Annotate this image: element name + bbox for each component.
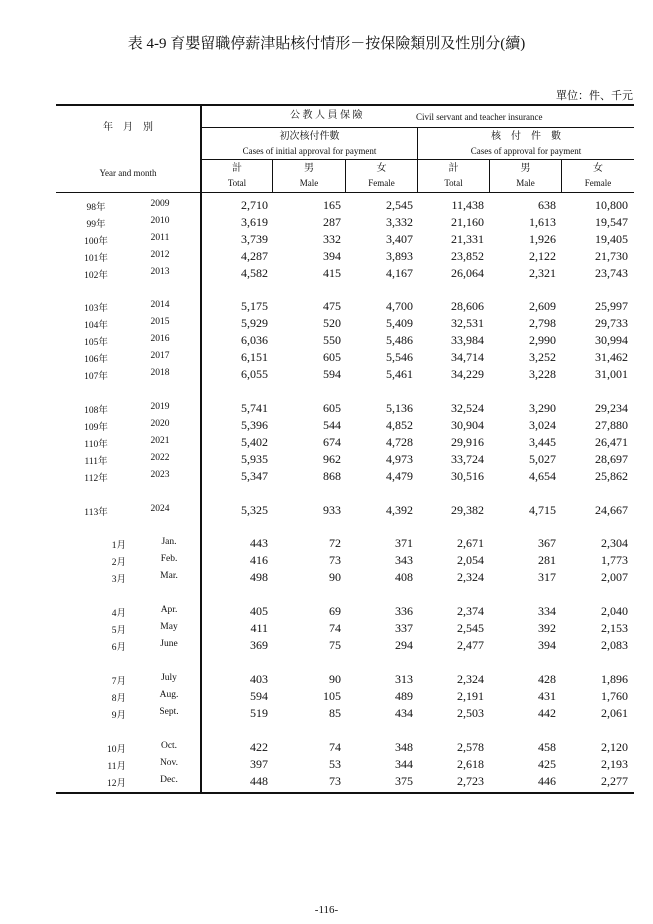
table-bottom-rule	[56, 792, 634, 794]
table-cell: 337	[395, 621, 413, 635]
year-label-zh: 100年	[84, 237, 108, 247]
table-cell: 2,545	[457, 621, 484, 635]
table-cell: 425	[538, 757, 556, 771]
page-number: -116-	[314, 904, 339, 916]
table-cell: 30,516	[451, 469, 484, 483]
table-cell: 287	[323, 215, 341, 229]
table-cell: 411	[250, 621, 268, 635]
table-cell: 105	[323, 689, 341, 703]
year-label-zh: 110年	[84, 440, 108, 450]
table-cell: 403	[250, 672, 268, 686]
table-cell: 10,800	[595, 198, 628, 212]
table-cell: 23,852	[451, 249, 484, 263]
table-cell: 2,503	[457, 706, 484, 720]
table-cell: 334	[538, 604, 556, 618]
year-label-en: 2017	[150, 351, 170, 361]
table-cell: 458	[538, 740, 556, 754]
table-cell: 2,153	[601, 621, 628, 635]
year-label-en: 2014	[150, 300, 170, 310]
year-label-en: 2013	[150, 267, 170, 277]
table-cell: 431	[538, 689, 556, 703]
table-cell: 605	[323, 350, 341, 364]
table-cell: 33,984	[451, 333, 484, 347]
table-cell: 638	[538, 198, 556, 212]
table-cell: 6,055	[241, 367, 268, 381]
year-label-en: 2016	[150, 334, 170, 344]
table-cell: 519	[250, 706, 268, 720]
sub1-header-zh: 初次核付件數	[279, 131, 340, 142]
table-cell: 3,619	[241, 215, 268, 229]
table-cell: 336	[395, 604, 413, 618]
table-cell: 2,277	[601, 774, 628, 788]
table-top-rule	[56, 104, 634, 106]
table-cell: 392	[538, 621, 556, 635]
table-cell: 3,893	[386, 249, 413, 263]
table-cell: 343	[395, 553, 413, 567]
group-header-en: Civil servant and teacher insurance	[416, 112, 543, 122]
table-cell: 29,382	[451, 503, 484, 517]
table-cell: 21,730	[595, 249, 628, 263]
month-label-zh: 1月	[111, 541, 126, 551]
col-header-en: Total	[227, 178, 247, 188]
table-cell: 69	[329, 604, 341, 618]
table-cell: 90	[329, 672, 341, 686]
year-label-zh: 107年	[84, 372, 108, 382]
table-cell: 34,714	[451, 350, 484, 364]
table-cell: 5,136	[386, 401, 413, 415]
year-label-zh: 112年	[84, 474, 108, 484]
col-header-en: Male	[299, 178, 319, 188]
table-cell: 4,654	[529, 469, 556, 483]
table-cell: 5,402	[241, 435, 268, 449]
table-cell: 408	[395, 570, 413, 584]
table-cell: 6,036	[241, 333, 268, 347]
table-cell: 3,445	[529, 435, 556, 449]
table-cell: 550	[323, 333, 341, 347]
table-cell: 442	[538, 706, 556, 720]
table-cell: 90	[329, 570, 341, 584]
table-cell: 32,524	[451, 401, 484, 415]
table-cell: 443	[250, 536, 268, 550]
table-cell: 2,990	[529, 333, 556, 347]
year-label-zh: 102年	[84, 271, 108, 281]
table-cell: 448	[250, 774, 268, 788]
table-cell: 313	[395, 672, 413, 686]
table-cell: 348	[395, 740, 413, 754]
year-label-zh: 106年	[84, 355, 108, 365]
table-cell: 25,997	[595, 299, 628, 313]
month-label-zh: 12月	[106, 779, 126, 789]
month-label-zh: 7月	[111, 677, 126, 687]
table-cell: 73	[329, 553, 341, 567]
table-cell: 367	[538, 536, 556, 550]
table-cell: 4,715	[529, 503, 556, 517]
month-label-en: Oct.	[160, 741, 178, 751]
table-cell: 2,324	[457, 570, 484, 584]
table-cell: 2,723	[457, 774, 484, 788]
table-cell: 2,798	[529, 316, 556, 330]
table-cell: 25,862	[595, 469, 628, 483]
table-cell: 27,880	[595, 418, 628, 432]
table-cell: 2,122	[529, 249, 556, 263]
col-header-zh: 計	[232, 163, 242, 174]
table-cell: 2,321	[529, 266, 556, 280]
unit-label: 單位：件、千元	[556, 90, 633, 102]
month-label-en: Jan.	[161, 537, 177, 547]
table-cell: 19,547	[595, 215, 628, 229]
table-cell: 4,728	[386, 435, 413, 449]
table-cell: 520	[323, 316, 341, 330]
table-cell: 544	[323, 418, 341, 432]
table-cell: 32,531	[451, 316, 484, 330]
table-cell: 31,001	[595, 367, 628, 381]
table-cell: 4,287	[241, 249, 268, 263]
table-cell: 605	[323, 401, 341, 415]
table-cell: 5,546	[386, 350, 413, 364]
table-cell: 2,120	[601, 740, 628, 754]
col-header-en: Male	[516, 178, 535, 188]
table-cell: 24,667	[595, 503, 628, 517]
table-cell: 33,724	[451, 452, 484, 466]
month-label-zh: 3月	[111, 575, 126, 585]
table-cell: 3,252	[529, 350, 556, 364]
year-label-en: 2018	[150, 368, 170, 378]
table-cell: 434	[395, 706, 413, 720]
table-cell: 73	[329, 774, 341, 788]
table-cell: 5,409	[386, 316, 413, 330]
table-cell: 332	[323, 232, 341, 246]
table-cell: 375	[395, 774, 413, 788]
table-cell: 2,618	[457, 757, 484, 771]
year-label-zh: 105年	[84, 338, 108, 348]
table-cell: 2,007	[601, 570, 628, 584]
table-cell: 2,083	[601, 638, 628, 652]
table-cell: 2,609	[529, 299, 556, 313]
table-cell: 72	[329, 536, 341, 550]
table-cell: 317	[538, 570, 556, 584]
month-label-zh: 11月	[107, 762, 126, 772]
table-cell: 4,852	[386, 418, 413, 432]
year-label-zh: 98年	[86, 203, 106, 213]
table-cell: 74	[329, 740, 341, 754]
table-cell: 28,606	[451, 299, 484, 313]
table-cell: 5,027	[529, 452, 556, 466]
header-rule-1	[202, 127, 634, 128]
table-cell: 28,697	[595, 452, 628, 466]
table-cell: 1,896	[601, 672, 628, 686]
year-label-zh: 109年	[84, 423, 108, 433]
table-cell: 394	[323, 249, 341, 263]
month-label-en: Mar.	[160, 571, 178, 581]
table-cell: 2,304	[601, 536, 628, 550]
table-cell: 1,773	[601, 553, 628, 567]
table-cell: 29,733	[595, 316, 628, 330]
year-label-zh: 111年	[84, 457, 108, 467]
table-cell: 281	[538, 553, 556, 567]
col-header-zh: 女	[593, 163, 603, 174]
table-cell: 3,332	[386, 215, 413, 229]
month-label-zh: 6月	[111, 643, 126, 653]
table-cell: 4,479	[386, 469, 413, 483]
year-label-en: 2024	[150, 504, 170, 514]
stub-divider	[200, 105, 202, 793]
table-cell: 3,407	[386, 232, 413, 246]
table-cell: 5,929	[241, 316, 268, 330]
table-cell: 29,234	[595, 401, 628, 415]
month-label-en: June	[160, 639, 178, 649]
year-label-en: 2020	[150, 419, 170, 429]
table-cell: 30,994	[595, 333, 628, 347]
table-cell: 1,926	[529, 232, 556, 246]
table-cell: 26,471	[595, 435, 628, 449]
table-cell: 75	[329, 638, 341, 652]
stub-header-zh: 年 月 別	[103, 122, 153, 133]
table-cell: 422	[250, 740, 268, 754]
table-cell: 4,167	[386, 266, 413, 280]
year-label-zh: 108年	[84, 406, 108, 416]
table-cell: 2,324	[457, 672, 484, 686]
table-cell: 85	[329, 706, 341, 720]
table-cell: 3,290	[529, 401, 556, 415]
page-title: 表 4-9 育嬰留職停薪津貼核付情形－按保險類別及性別分(續)	[127, 36, 526, 52]
year-label-en: 2009	[150, 199, 170, 209]
sub2-header-zh: 核 付 件 數	[491, 131, 561, 142]
month-label-zh: 4月	[111, 609, 126, 619]
year-label-zh: 99年	[86, 220, 106, 230]
table-cell: 31,462	[595, 350, 628, 364]
table-cell: 4,392	[386, 503, 413, 517]
table-cell: 5,935	[241, 452, 268, 466]
year-label-zh: 103年	[84, 304, 108, 314]
header-bottom-rule	[56, 192, 634, 193]
table-cell: 21,160	[451, 215, 484, 229]
table-cell: 2,054	[457, 553, 484, 567]
table-cell: 2,374	[457, 604, 484, 618]
table-cell: 489	[395, 689, 413, 703]
year-label-zh: 101年	[84, 254, 108, 264]
table-cell: 1,760	[601, 689, 628, 703]
table-cell: 498	[250, 570, 268, 584]
year-label-en: 2023	[150, 470, 170, 480]
month-label-en: Apr.	[160, 605, 178, 615]
month-label-en: Feb.	[160, 554, 178, 564]
month-label-en: Aug.	[159, 690, 179, 700]
table-cell: 4,582	[241, 266, 268, 280]
sub2-header-en: Cases of approval for payment	[470, 146, 582, 156]
table-cell: 4,973	[386, 452, 413, 466]
month-label-en: May	[160, 622, 178, 632]
table-cell: 405	[250, 604, 268, 618]
month-label-en: July	[161, 673, 177, 683]
table-cell: 1,613	[529, 215, 556, 229]
month-label-zh: 8月	[111, 694, 126, 704]
month-label-zh: 9月	[111, 711, 126, 721]
table-cell: 11,438	[451, 198, 484, 212]
year-label-en: 2010	[150, 216, 170, 226]
table-cell: 415	[323, 266, 341, 280]
sub1-header-en: Cases of initial approval for payment	[242, 146, 377, 156]
table-cell: 26,064	[451, 266, 484, 280]
table-cell: 29,916	[451, 435, 484, 449]
table-cell: 394	[538, 638, 556, 652]
table-cell: 5,325	[241, 503, 268, 517]
table-cell: 74	[329, 621, 341, 635]
table-cell: 23,743	[595, 266, 628, 280]
table-cell: 2,061	[601, 706, 628, 720]
table-cell: 19,405	[595, 232, 628, 246]
col-header-zh: 計	[448, 163, 459, 174]
table-cell: 428	[538, 672, 556, 686]
stub-header-en: Year and month	[99, 168, 157, 178]
table-cell: 3,228	[529, 367, 556, 381]
col-header-zh: 男	[520, 163, 531, 174]
col-header-en: Total	[444, 178, 463, 188]
table-cell: 2,477	[457, 638, 484, 652]
month-label-en: Nov.	[159, 758, 179, 768]
year-label-en: 2019	[150, 402, 170, 412]
table-cell: 5,461	[386, 367, 413, 381]
table-cell: 344	[395, 757, 413, 771]
col-header-en: Female	[368, 178, 395, 188]
table-cell: 2,193	[601, 757, 628, 771]
table-cell: 6,151	[241, 350, 268, 364]
month-label-zh: 10月	[106, 745, 126, 755]
table-cell: 446	[538, 774, 556, 788]
table-cell: 2,545	[386, 198, 413, 212]
col-header-zh: 女	[376, 163, 387, 174]
year-label-zh: 113年	[84, 508, 108, 518]
table-cell: 30,904	[451, 418, 484, 432]
table-cell: 2,040	[601, 604, 628, 618]
group-header-zh: 公 教 人 員 保 險	[290, 110, 363, 121]
table-cell: 397	[250, 757, 268, 771]
table-cell: 933	[323, 503, 341, 517]
table-cell: 371	[395, 536, 413, 550]
table-cell: 4,700	[386, 299, 413, 313]
table-cell: 21,331	[451, 232, 484, 246]
year-label-en: 2022	[150, 453, 170, 463]
year-label-en: 2015	[150, 317, 170, 327]
table-cell: 5,347	[241, 469, 268, 483]
year-label-en: 2021	[150, 436, 170, 446]
table-cell: 594	[323, 367, 341, 381]
table-cell: 2,578	[457, 740, 484, 754]
table-cell: 165	[323, 198, 341, 212]
table-cell: 674	[323, 435, 341, 449]
table-cell: 5,175	[241, 299, 268, 313]
header-rule-2	[202, 159, 634, 160]
table-cell: 868	[323, 469, 341, 483]
table-cell: 475	[323, 299, 341, 313]
table-cell: 962	[323, 452, 341, 466]
table-cell: 3,024	[529, 418, 556, 432]
month-label-zh: 5月	[111, 626, 126, 636]
year-label-zh: 104年	[84, 321, 108, 331]
col-header-zh: 男	[304, 163, 314, 174]
table-cell: 294	[395, 638, 413, 652]
month-label-zh: 2月	[111, 558, 126, 568]
table-cell: 2,671	[457, 536, 484, 550]
table-cell: 5,486	[386, 333, 413, 347]
table-cell: 416	[250, 553, 268, 567]
table-cell: 34,229	[451, 367, 484, 381]
month-label-en: Dec.	[160, 775, 178, 785]
table-cell: 5,741	[241, 401, 268, 415]
col-header-en: Female	[584, 178, 612, 188]
table-cell: 2,710	[241, 198, 268, 212]
table-cell: 594	[250, 689, 268, 703]
table-cell: 5,396	[241, 418, 268, 432]
year-label-en: 2011	[150, 233, 170, 243]
table-cell: 53	[329, 757, 341, 771]
month-label-en: Sept.	[159, 707, 179, 717]
year-label-en: 2012	[150, 250, 170, 260]
table-cell: 3,739	[241, 232, 268, 246]
table-cell: 2,191	[457, 689, 484, 703]
table-cell: 369	[250, 638, 268, 652]
